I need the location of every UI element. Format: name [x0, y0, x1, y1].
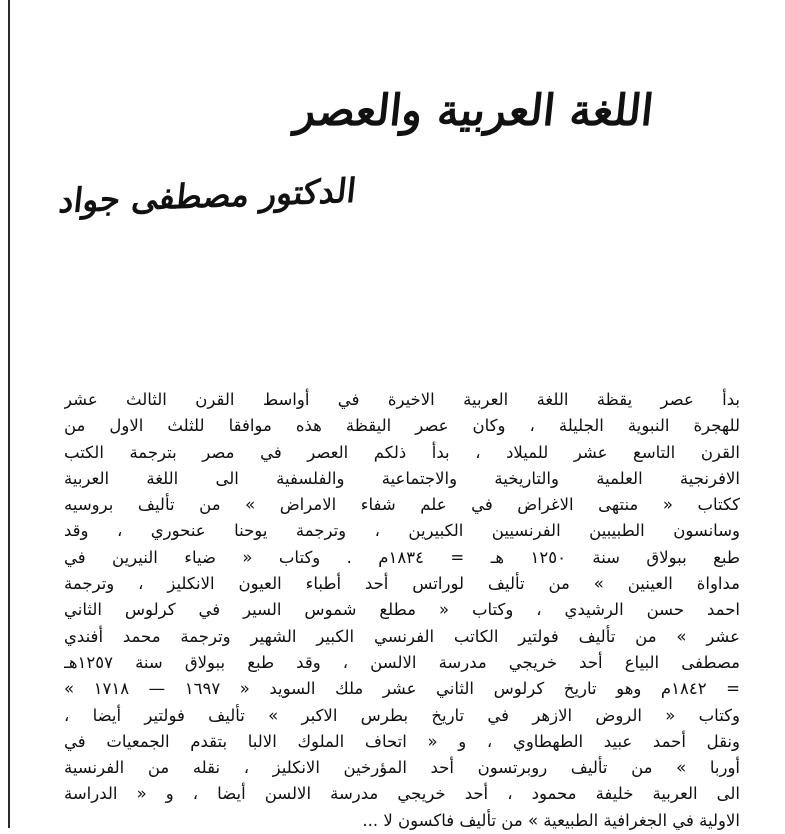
body-line: الاولية في الجغرافية الطبيعية » من تأليف فاكسون لا ... — [362, 810, 740, 830]
body-line: طبع ببولاق سنة ١٢٥٠ هـ = ١٨٣٤م . وكتاب « ضياء النيرين في — [64, 547, 740, 567]
document-page — [14, 0, 785, 828]
body-line: القرن التاسع عشر للميلاد ، بدأ ذلكم العصر في مصر بترجمة الكتب — [64, 442, 740, 462]
body-line: ككتاب « منتهى الاغراض في علم شفاء الامراض » من تأليف بروسيه — [64, 495, 740, 515]
article-body — [64, 387, 740, 834]
body-line: الى العربية خليفة محمود ، أحد خريجي مدرسة الالسن أيضا ، و « الدراسة — [64, 784, 740, 804]
author-name: الدكتور مصطفى جواد — [57, 170, 359, 221]
body-line: ونقل أحمد عبيد الطهطاوي ، و « اتحاف الملوك الالبا بتقدم الجمعيات في — [64, 731, 740, 751]
article-title: اللغة العربية والعصر — [292, 86, 656, 136]
body-line: وكتاب « الروض الازهر في تاريخ بطرس الاكبر » تأليف فولتير أيضا ، — [64, 705, 740, 725]
body-line: الافرنجية العلمية والتاريخية والاجتماعية والفلسفية الى اللغة العربية — [64, 468, 740, 488]
body-line: احمد حسن الرشيدي ، وكتاب « مطلع شموس السير في كرلوس الثاني — [64, 600, 740, 620]
body-line: للهجرة النبوية الجليلة ، وكان عصر اليقظة هذه موافقا للثلث الاول من — [64, 416, 740, 436]
body-line: أوربا » من تأليف روبرتسون أحد المؤرخين الانكليز ، نقله من الفرنسية — [64, 758, 740, 778]
body-line: = ١٨٤٢م وهو تاريخ كرلوس الثاني عشر ملك السويد « ١٦٩٧ — ١٧١٨ » — [64, 679, 740, 699]
body-line: وسانسون الطبيبين الفرنسيين الكبيرين ، وترجمة يوحنا عنحوري ، وقد — [64, 521, 740, 541]
body-line: مداواة العينين » من تأليف لوراتس أحد أطباء العيون الانكليز ، وترجمة — [64, 574, 740, 594]
body-line: عشر » من تأليف فولتير الكاتب الفرنسي الكبير الشهير وترجمة محمد أفندي — [64, 626, 740, 646]
body-line: مصطفى البياع أحد خريجي مدرسة الالسن ، وقد طبع ببولاق سنة ١٢٥٧هـ — [64, 652, 740, 672]
body-line: بدأ عصر يقظة اللغة العربية الاخيرة في أواسط القرن الثالث عشر — [64, 390, 740, 409]
scan-edge — [8, 0, 10, 828]
